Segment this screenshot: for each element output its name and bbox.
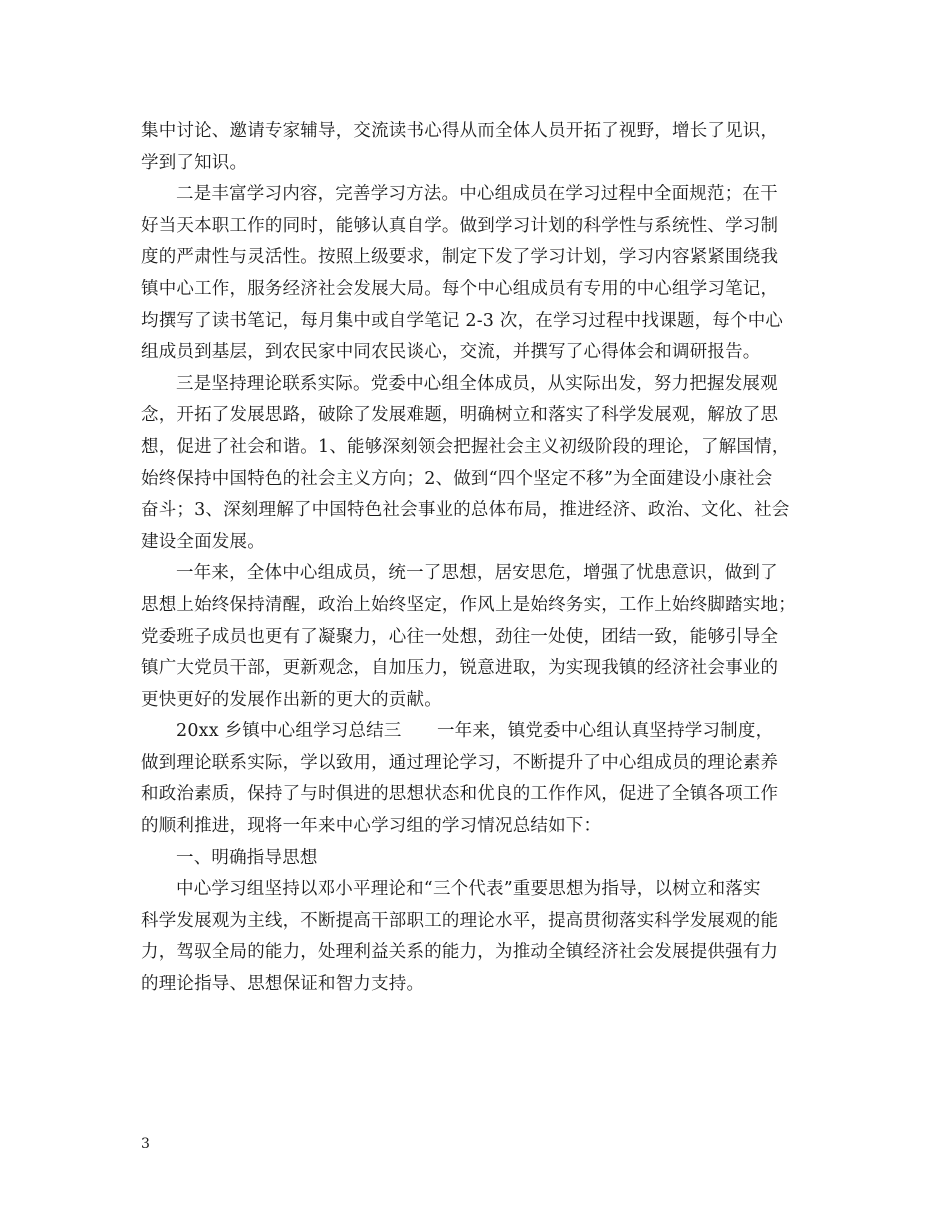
document-body: [141, 116, 821, 1001]
text-line: 想，促进了社会和谐。1、能够深刻领会把握社会主义初级阶段的理论，了解国情，: [141, 436, 790, 457]
text-line: 学到了知识。: [141, 152, 248, 173]
text-line: 一、明确指导思想: [176, 847, 318, 868]
text-line: 20xx 乡镇中心组学习总结三 一年来，镇党委中心组认真坚持学习制度，: [176, 721, 774, 742]
text-line: 念，开拓了发展思路，破除了发展难题，明确树立和落实了科学发展观，解放了思: [141, 405, 779, 426]
text-line: 更快更好的发展作出新的更大的贡献。: [141, 689, 442, 710]
text-line: 奋斗；3、深刻理解了中国特色社会事业的总体布局，推进经济、政治、文化、社会: [141, 500, 790, 521]
text-line: 的顺利推进，现将一年来中心学习组的学习情况总结如下：: [141, 816, 602, 837]
text-line: 思想上始终保持清醒，政治上始终坚定，作风上是始终务实，工作上始终脚踏实地；: [141, 594, 796, 615]
text-line: 好当天本职工作的同时，能够认真自学。做到学习计划的科学性与系统性、学习制: [141, 215, 779, 236]
text-line: 二是丰富学习内容，完善学习方法。中心组成员在学习过程中全面规范；在干: [176, 184, 778, 205]
text-line: 中心学习组坚持以邓小平理论和“三个代表”重要思想为指导，以树立和落实: [176, 879, 761, 900]
text-line: 度的严肃性与灵活性。按照上级要求，制定下发了学习计划，学习内容紧紧围绕我: [141, 247, 779, 268]
text-line: 力，驾驭全局的能力，处理利益关系的能力，为推动全镇经济社会发展提供强有力: [141, 942, 779, 963]
text-line: 始终保持中国特色的社会主义方向；2、做到“四个坚定不移”为全面建设小康社会: [141, 468, 773, 489]
text-line: 科学发展观为主线，不断提高干部职工的理论水平，提高贯彻落实科学发展观的能: [141, 910, 779, 931]
text-line: 三是坚持理论联系实际。党委中心组全体成员，从实际出发，努力把握发展观: [176, 373, 778, 394]
text-line: 组成员到基层，到农民家中同农民谈心，交流，并撰写了心得体会和调研报告。: [141, 342, 761, 363]
text-line: 一年来，全体中心组成员，统一了思想，居安思危，增强了忧患意识，做到了: [176, 563, 778, 584]
text-line: 党委班子成员也更有了凝聚力，心往一处想，劲往一处使，团结一致，能够引导全: [141, 626, 779, 647]
text-line: 的理论指导、思想保证和智力支持。: [141, 974, 425, 995]
text-line: 镇中心工作，服务经济社会发展大局。每个中心组成员有专用的中心组学习笔记，: [141, 278, 779, 299]
text-line: 集中讨论、邀请专家辅导，交流读书心得从而全体人员开拓了视野，增长了见识，: [141, 121, 779, 141]
page-number: 3: [141, 1136, 150, 1152]
text-line: 均撰写了读书笔记，每月集中或自学笔记 2-3 次，在学习过程中找课题，每个中心: [141, 310, 784, 331]
text-line: 建设全面发展。: [141, 531, 265, 552]
text-line: 镇广大党员干部，更新观念，自加压力，锐意进取，为实现我镇的经济社会事业的: [141, 658, 779, 679]
text-line: 做到理论联系实际，学以致用，通过理论学习，不断提升了中心组成员的理论素养: [141, 752, 779, 773]
text-line: 和政治素质，保持了与时俱进的思想状态和优良的工作作风，促进了全镇各项工作: [141, 784, 779, 805]
